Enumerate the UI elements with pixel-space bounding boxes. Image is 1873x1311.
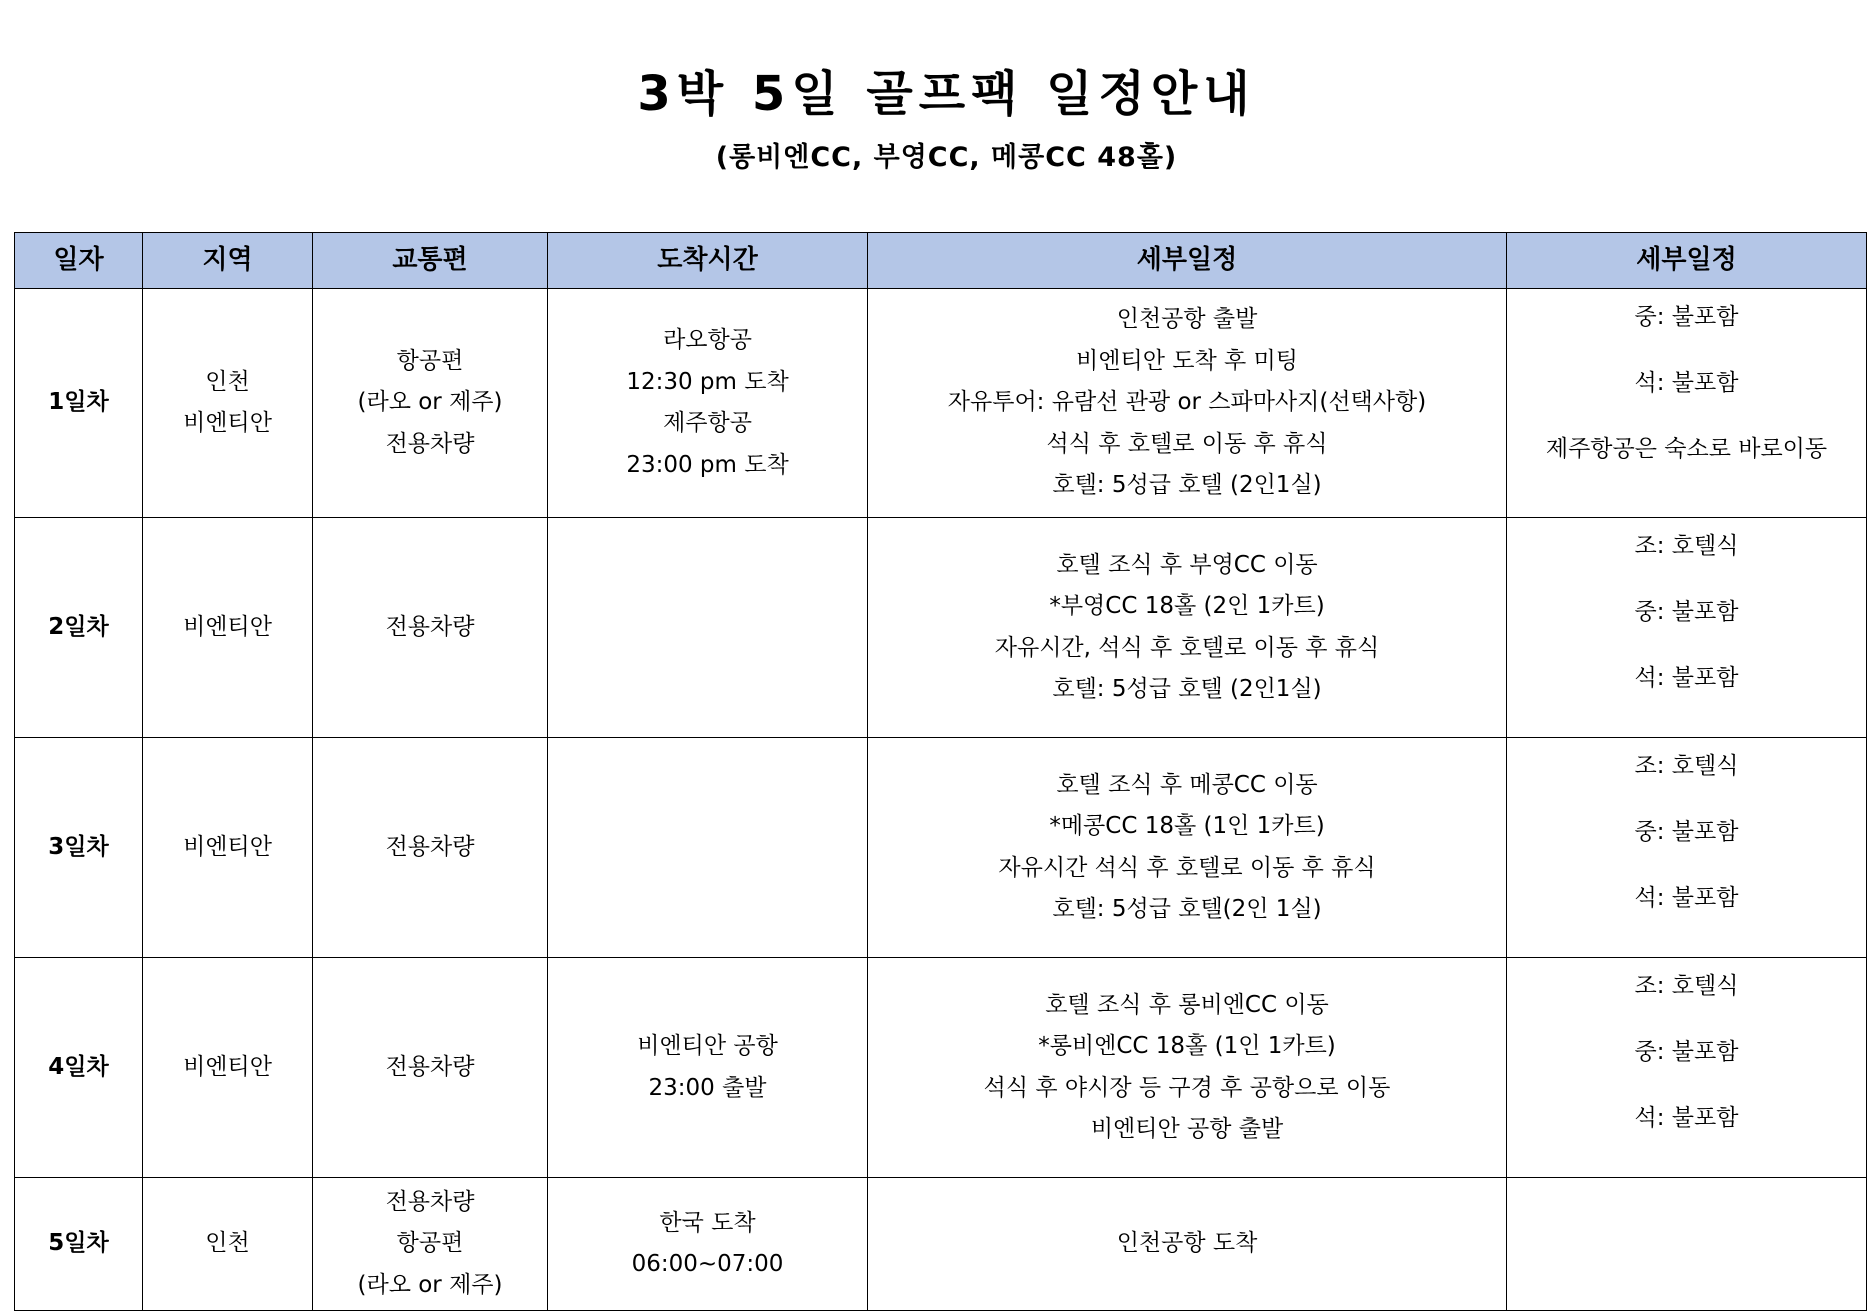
details-line: 자유투어: 유람선 관광 or 스파마사지(선택사항) [947, 389, 1427, 416]
schedule-table [14, 232, 1867, 1311]
details-line: 호텔 조식 후 롱비엔CC 이동 [1045, 991, 1329, 1018]
arrival-line: 한국 도착 [659, 1209, 756, 1236]
meal-line: 석: 불포함 [1634, 370, 1739, 396]
details-line: 인천공항 도착 [1116, 1230, 1258, 1257]
page-title: 3박 5일 골프팩 일정안내 [637, 66, 1256, 122]
transport-cell [313, 289, 548, 518]
arrival-line: 제주항공 [663, 410, 752, 436]
arrival-cell [548, 958, 868, 1178]
region-cell [143, 289, 313, 518]
arrival-line: 06:00~07:00 [631, 1251, 784, 1277]
meal-line: 석: 불포함 [1634, 885, 1739, 911]
table-row [15, 1178, 1867, 1311]
region-cell [143, 958, 313, 1178]
day-cell: 1일차 [15, 289, 143, 518]
day-cell: 3일차 [15, 738, 143, 958]
arrival-line: 라오항공 [663, 327, 752, 353]
details-line: 자유시간 석식 후 호텔로 이동 후 휴식 [998, 854, 1376, 881]
meals-cell [1507, 738, 1867, 958]
meal-line: 중: 불포함 [1634, 304, 1739, 330]
details-cell [868, 958, 1507, 1178]
transport-cell [313, 738, 548, 958]
meal-line: 석: 불포함 [1634, 1105, 1739, 1131]
region-line: 비엔티안 [183, 833, 272, 860]
region-line: 비엔티안 [183, 410, 272, 436]
transport-line: 전용차량 [385, 613, 475, 640]
day-cell: 2일차 [15, 518, 143, 738]
transport-line: 전용차량 [385, 430, 475, 457]
meals-cell [1507, 518, 1867, 738]
meal-line: 조: 호텔식 [1634, 973, 1739, 999]
arrival-line: 12:30 pm 도착 [626, 368, 789, 395]
meal-line: 석: 불포함 [1634, 665, 1739, 691]
header-details: 세부일정 [868, 233, 1507, 289]
meal-line: 중: 불포함 [1634, 599, 1739, 625]
arrival-line: 23:00 pm 도착 [626, 451, 789, 478]
table-row [15, 958, 1867, 1178]
details-line: 호텔: 5성급 호텔(2인 1실) [1052, 896, 1322, 922]
meal-line: 중: 불포함 [1634, 1039, 1739, 1065]
details-line: 비엔티안 공항 출발 [1090, 1116, 1284, 1142]
meal-line: 조: 호텔식 [1634, 533, 1739, 559]
region-line: 인천 [205, 1230, 250, 1257]
region-cell [143, 738, 313, 958]
region-line: 비엔티안 [183, 1053, 272, 1080]
transport-cell [313, 1178, 548, 1311]
meals-cell [1507, 289, 1867, 518]
details-line: 호텔 조식 후 메콩CC 이동 [1056, 771, 1318, 798]
transport-line: (라오 or 제주) [357, 389, 503, 416]
details-line: 석식 후 호텔로 이동 후 휴식 [1046, 430, 1328, 457]
arrival-cell [548, 1178, 868, 1311]
details-line: 호텔: 5성급 호텔 (2인1실) [1052, 472, 1322, 499]
region-cell [143, 1178, 313, 1311]
transport-cell [313, 958, 548, 1178]
details-cell [868, 738, 1507, 958]
region-line: 인천 [205, 368, 250, 395]
details-line: 인천공항 출발 [1116, 306, 1258, 333]
header-meals: 세부일정 [1507, 233, 1867, 289]
region-line: 비엔티안 [183, 613, 272, 640]
header-arrival: 도착시간 [548, 233, 868, 289]
meals-cell [1507, 1178, 1867, 1311]
details-line: 호텔 조식 후 부영CC 이동 [1056, 551, 1318, 578]
table-header-row [15, 233, 1867, 289]
meal-line: 조: 호텔식 [1634, 753, 1739, 779]
meal-line: 중: 불포함 [1634, 819, 1739, 845]
details-cell [868, 1178, 1507, 1311]
meals-cell [1507, 958, 1867, 1178]
details-cell [868, 518, 1507, 738]
transport-cell [313, 518, 548, 738]
transport-line: 항공편 [396, 347, 464, 374]
meal-line: 제주항공은 숙소로 바로이동 [1545, 436, 1828, 462]
arrival-cell [548, 289, 868, 518]
arrival-cell [548, 738, 868, 958]
details-line: *부영CC 18홀 (2인 1카트) [1049, 593, 1325, 619]
region-cell [143, 518, 313, 738]
arrival-line: 23:00 출발 [648, 1074, 767, 1101]
page-subtitle: (롱비엔CC, 부영CC, 메콩CC 48홀) [715, 142, 1178, 173]
transport-line: 전용차량 [385, 1053, 475, 1080]
transport-line: (라오 or 제주) [357, 1271, 503, 1298]
day-cell: 4일차 [15, 958, 143, 1178]
details-line: *롱비엔CC 18홀 (1인 1카트) [1038, 1033, 1336, 1059]
details-cell [868, 289, 1507, 518]
header-transport: 교통편 [313, 233, 548, 289]
header-day: 일자 [15, 233, 143, 289]
transport-line: 전용차량 [385, 1188, 475, 1215]
day-cell: 5일차 [15, 1178, 143, 1311]
details-line: 자유시간, 석식 후 호텔로 이동 후 휴식 [994, 634, 1380, 661]
arrival-cell [548, 518, 868, 738]
details-line: 호텔: 5성급 호텔 (2인1실) [1052, 676, 1322, 702]
table-row [15, 518, 1867, 738]
header-region: 지역 [143, 233, 313, 289]
table-row [15, 738, 1867, 958]
details-line: *메콩CC 18홀 (1인 1카트) [1049, 813, 1325, 839]
arrival-line: 비엔티안 공항 [637, 1033, 778, 1059]
details-line: 석식 후 야시장 등 구경 후 공항으로 이동 [983, 1074, 1391, 1101]
details-line: 비엔티안 도착 후 미팅 [1076, 347, 1298, 374]
table-row [15, 289, 1867, 518]
transport-line: 항공편 [396, 1230, 464, 1257]
transport-line: 전용차량 [385, 833, 475, 860]
